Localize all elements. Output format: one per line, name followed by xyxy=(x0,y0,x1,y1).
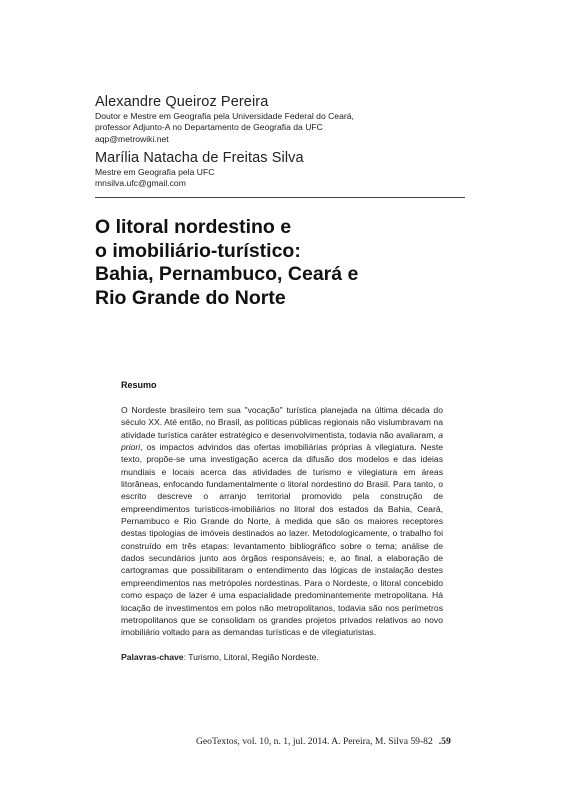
author-name: Marília Natacha de Freitas Silva xyxy=(95,150,304,166)
title-line: Rio Grande do Norte xyxy=(95,286,286,309)
abstract-heading: Resumo xyxy=(121,380,157,390)
abstract-text: , os impactos advindos das ofertas imobiliárias próprias à vilegiatura. Neste texto, propõe-se uma investigação acerca da difusão dos modelos e das ideias mundiais e locais acerca das atividades de turismo e vilegiatura em áreas litorâneas, enfocando fundamentalmente o litoral nordestino do Brasil. Para tanto, o escrito descreve o arranjo territorial promovido pela construção de empreendimentos turísticos-imobiliários no litoral dos estados da Bahia, Ceará, Pernambuco e Rio Grande do Norte, à medida que são os maiores receptores destas tipologias de imóveis destinados ao lazer. Metodologicamente, o trabalho foi construído em três etapas: levantamento bibliográfico sobre o tema; análise de dados secundários junto aos órgãos responsáveis; e, ao final, a elaboração de cartogramas que possibilitaram o entendimento das lógicas de instalação destes empreendimentos nas metrópoles nordestinas. Para o Nordeste, o litoral concebido como espaço de lazer é uma espacialidade predominantemente metropolitana. Há locação de investimentos em polos não metropolitanos, todavia são nos perímetros metropolitanos que se consolidam os grandes projetos privados relativos ao novo imobiliário voltado para as demandas turísticas e de vilegiaturistas. xyxy=(121,442,443,638)
page-number: .59 xyxy=(438,736,451,747)
author-name: Alexandre Queiroz Pereira xyxy=(95,94,269,110)
title-line: O litoral nordestino e xyxy=(95,216,292,238)
abstract-italic: a priori xyxy=(121,429,443,453)
footer-citation: GeoTextos, vol. 10, n. 1, jul. 2014. A. Pereira, M. Silva 59-82 xyxy=(196,736,433,747)
author-block xyxy=(95,93,465,145)
keywords xyxy=(121,651,443,663)
header-divider xyxy=(95,197,465,198)
paper-title xyxy=(95,216,495,310)
abstract-text: O Nordeste brasileiro tem sua "vocação" turística planejada na última década do século XX. Até então, no Brasil, as políticas públicas regionais não vislumbravam na atividade turística caráter estratégico e desenvolvimentista, todavia não avaliaram, xyxy=(121,405,443,440)
author-email: mnsilva.ufc@gmail.com xyxy=(95,178,186,189)
author-affiliation: professor Adjunto-A no Departamento de Geografia da UFC xyxy=(95,122,323,133)
title-line: o imobiliário-turístico: xyxy=(95,239,301,262)
keywords-text: : Turismo, Litoral, Região Nordeste. xyxy=(183,652,319,662)
abstract-body xyxy=(121,404,443,639)
author-email: aqp@metrowiki.net xyxy=(95,133,169,144)
author-affiliation: Mestre em Geografia pela UFC xyxy=(95,167,215,177)
author-affiliation: Doutor e Mestre em Geografia pela Universidade Federal do Ceará, xyxy=(95,111,354,121)
page-footer xyxy=(196,736,466,747)
author-block xyxy=(95,149,465,190)
keywords-label: Palavras-chave xyxy=(121,652,184,662)
title-line: Bahia, Pernambuco, Ceará e xyxy=(95,263,359,285)
